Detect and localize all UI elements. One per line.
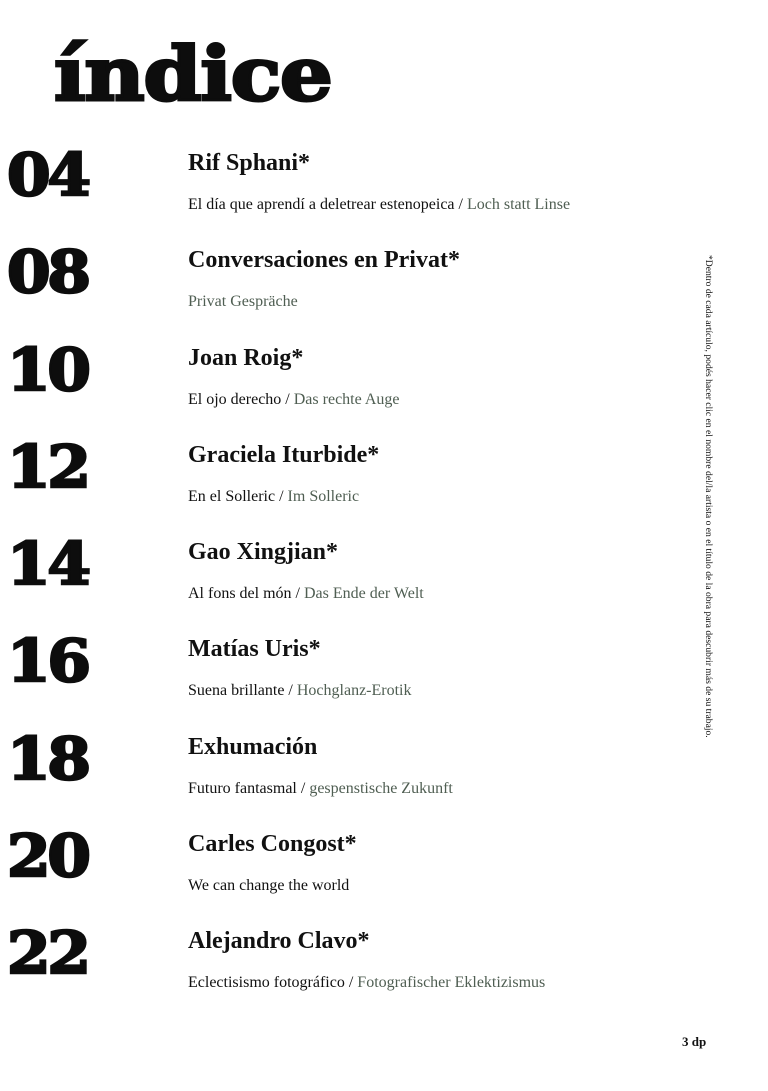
table-of-contents	[0, 141, 690, 1022]
artist-name-link[interactable]: Graciela Iturbide*	[188, 441, 380, 468]
article-subtitle	[188, 779, 453, 798]
article-subtitle	[188, 681, 412, 700]
article-subtitle	[188, 584, 424, 603]
artist-name-link[interactable]: Alejandro Clavo*	[188, 928, 370, 955]
page-title: índice	[54, 32, 332, 118]
toc-entry	[0, 238, 690, 340]
toc-entry	[0, 919, 690, 1021]
page-footer-number: 3 dp	[682, 1034, 707, 1049]
subtitle-spanish[interactable]: El ojo derecho	[188, 390, 282, 408]
subtitle-german[interactable]: Das rechte Auge	[293, 390, 400, 408]
toc-entry	[0, 335, 690, 438]
toc-entry	[0, 432, 690, 535]
toc-entry	[0, 141, 690, 243]
article-subtitle	[188, 487, 359, 506]
page-number-large: 14	[7, 530, 88, 599]
article-subtitle	[188, 876, 349, 895]
subtitle-german[interactable]: Hochglanz-Erotik	[296, 682, 412, 700]
article-subtitle	[188, 973, 545, 992]
subtitle-german[interactable]: Privat Gespräche	[188, 293, 298, 311]
subtitle-spanish[interactable]: Eclectisismo fotográfico	[188, 974, 345, 992]
article-subtitle	[188, 195, 570, 214]
subtitle-separator: /	[281, 390, 294, 408]
artist-name-link[interactable]: Matías Uris*	[188, 636, 321, 663]
article-subtitle	[188, 292, 298, 311]
page-number-large: 04	[7, 141, 88, 209]
subtitle-german[interactable]: Loch statt Linse	[466, 196, 571, 213]
artist-name-link[interactable]: Exhumación	[188, 733, 318, 760]
subtitle-german[interactable]: gespenstische Zukunft	[309, 779, 453, 797]
subtitle-separator: /	[284, 682, 297, 700]
page-number-large: 20	[7, 822, 88, 891]
page-number-large: 18	[7, 724, 88, 793]
subtitle-spanish[interactable]: Al fons del món	[188, 585, 292, 603]
subtitle-spanish[interactable]: We can change the world	[188, 877, 350, 895]
subtitle-spanish[interactable]: Futuro fantasmal	[188, 779, 297, 797]
subtitle-german[interactable]: Fotografischer Eklektizismus	[357, 974, 546, 992]
subtitle-separator: /	[454, 196, 467, 213]
artist-name-link[interactable]: Conversaciones en Privat*	[188, 247, 460, 274]
subtitle-separator: /	[296, 779, 310, 797]
article-subtitle	[188, 390, 399, 409]
artist-name-link[interactable]: Carles Congost*	[188, 831, 357, 858]
subtitle-spanish[interactable]: Suena brillante	[188, 682, 285, 700]
footnote-text: *Dentro de cada artículo, podés hacer clic en el nombre del/la artista o en el título de la obra para descubrir más de su trabajo.	[703, 255, 714, 738]
toc-entry	[0, 822, 690, 924]
page-number-large: 16	[7, 627, 88, 696]
subtitle-german[interactable]: Im Solleric	[287, 487, 360, 505]
footnote-vertical	[704, 255, 715, 855]
page-number-large: 10	[7, 335, 88, 404]
page-number-large: 08	[7, 238, 88, 307]
page-number-large: 12	[7, 432, 88, 501]
artist-name-link[interactable]: Joan Roig*	[188, 344, 304, 371]
toc-entry	[0, 530, 690, 632]
artist-name-link[interactable]: Rif Sphani*	[188, 150, 311, 176]
subtitle-spanish[interactable]: En el Solleric	[188, 487, 276, 505]
subtitle-separator: /	[291, 585, 304, 603]
artist-name-link[interactable]: Gao Xingjian*	[188, 539, 339, 566]
toc-entry	[0, 724, 690, 827]
toc-entry	[0, 627, 690, 729]
page-number-large: 22	[7, 919, 88, 988]
subtitle-separator: /	[275, 487, 288, 505]
subtitle-separator: /	[344, 974, 358, 992]
subtitle-spanish[interactable]: El día que aprendí a deletrear estenopeica	[188, 196, 455, 213]
subtitle-german[interactable]: Das Ende der Welt	[304, 585, 424, 603]
